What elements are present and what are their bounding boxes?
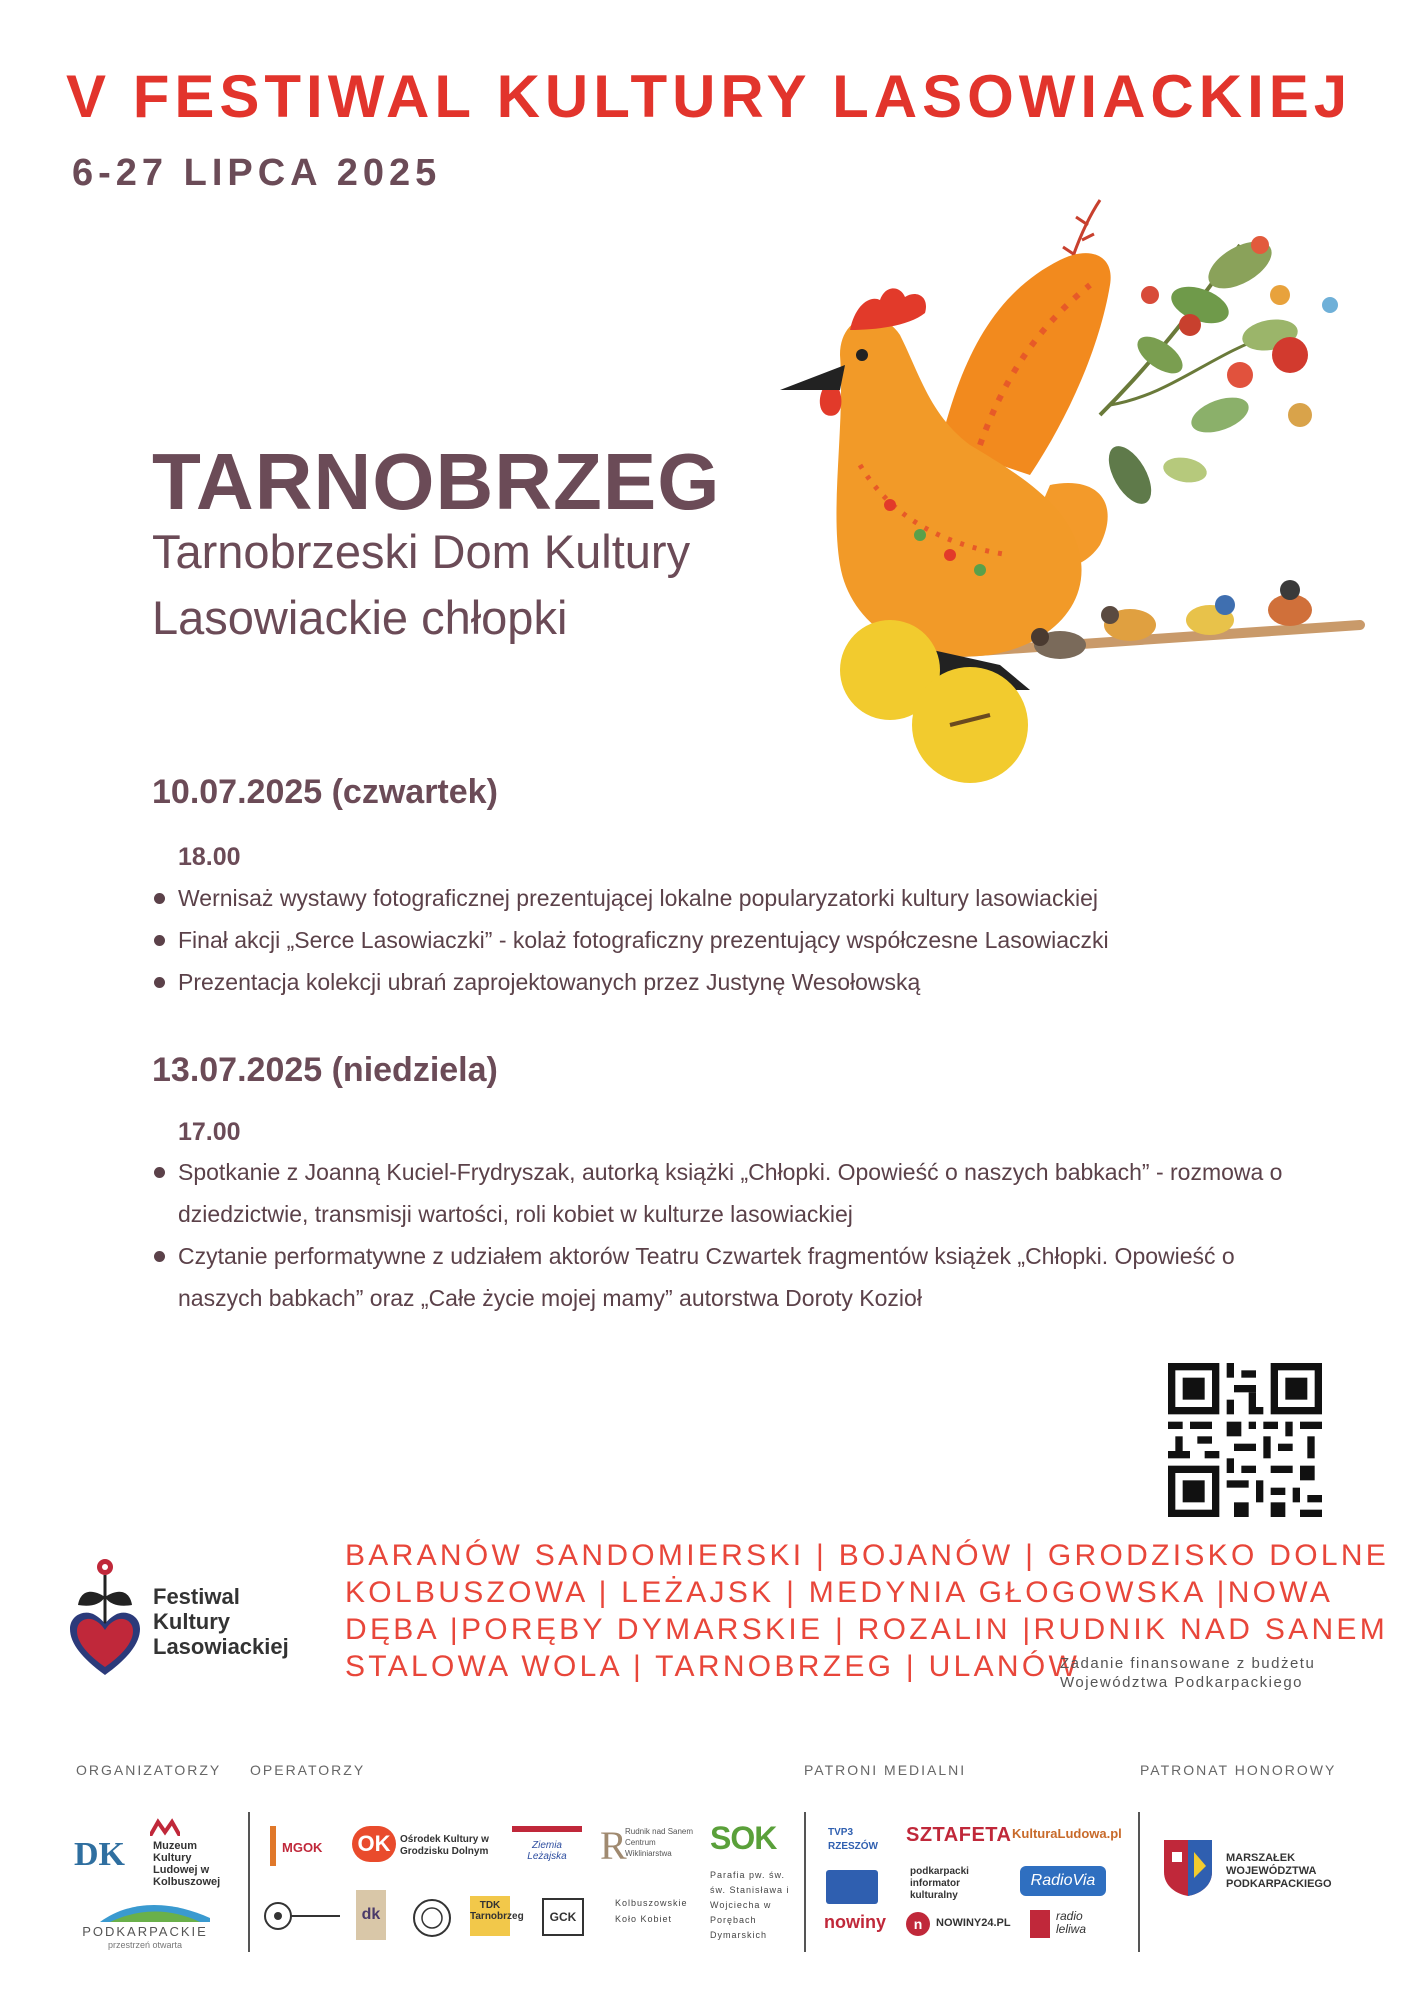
day-1-program <box>150 877 1330 1003</box>
foliage-decoration <box>1063 200 1338 511</box>
footer-divider <box>804 1812 806 1952</box>
muzeum-logo-text: Muzeum Kultury Ludowej w Kolbuszowej <box>153 1840 221 1888</box>
informator-logo: podkarpacki informator kulturalny <box>910 1866 969 1901</box>
ok-logo-text: Ośrodek Kultury w Grodzisku Dolnym <box>400 1834 489 1857</box>
towns-line: KOLBUSZOWA | LEŻAJSK | MEDYNIA GŁOGOWSKA |NOWA <box>345 1576 1334 1609</box>
towns-line: DĘBA |PORĘBY DYMARSKIE | ROZALIN |RUDNIK NAD SANEM <box>345 1613 1389 1646</box>
festival-logo-line: Kultury <box>153 1609 230 1634</box>
nowiny-logo: nowiny <box>824 1912 886 1932</box>
ok-logo-badge: OK <box>352 1826 396 1862</box>
city-name: TARNOBRZEG <box>152 437 721 526</box>
muzeum-logo-icon <box>150 1818 180 1836</box>
nowiny24-icon: n <box>906 1912 930 1936</box>
funding-line: Województwa Podkarpackiego <box>1060 1674 1304 1691</box>
rudnik-logo-letter: R <box>600 1823 627 1868</box>
kolo-kobiet-logo-text: Kolbuszowskie Koło Kobiet <box>615 1898 688 1924</box>
kultura-ludowa-logo: KulturaLudowa.pl <box>1012 1826 1122 1841</box>
ok-logo <box>352 1826 396 1862</box>
day-2-time: 17.00 <box>178 1118 241 1146</box>
radio-via-logo: RadioVia <box>1020 1866 1106 1896</box>
mdk-logo-text: DK <box>74 1836 125 1873</box>
marszalek-logo-text: MARSZAŁEK WOJEWÓDZTWA PODKARPACKIEGO <box>1226 1852 1332 1890</box>
festival-logo-line: Festiwal <box>153 1584 240 1609</box>
program-item: Wernisaż wystawy fotograficznej prezentującej lokalne popularyzatorki kultury lasowiackiej <box>150 877 1330 919</box>
rudnik-logo-text: Rudnik nad Sanem Centrum Wikliniarstwa <box>625 1827 694 1858</box>
program-item: Prezentacja kolekcji ubrań zaprojektowanych przez Justynę Wesołowską <box>150 961 1330 1003</box>
day-2-program <box>150 1151 1320 1319</box>
rooster-illustration <box>770 185 1370 800</box>
guitar-logo-icon <box>262 1898 342 1934</box>
festival-title: V FESTIWAL KULTURY LASOWIACKIEJ <box>66 63 1353 130</box>
funding-line: Zadanie finansowane z budżetu <box>1060 1655 1316 1672</box>
day-2-date: 13.07.2025 (niedziela) <box>152 1051 498 1089</box>
festival-dates: 6-27 LIPCA 2025 <box>72 152 442 194</box>
mgok-logo-text: MGOK <box>282 1840 323 1855</box>
program-item: Finał akcji „Serce Lasowiaczki” - kolaż fotograficzny prezentujący współczesne Lasowiaczki <box>150 919 1330 961</box>
program-item: Spotkanie z Joanną Kuciel-Frydryszak, autorką książki „Chłopki. Opowieść o naszych babkach” - rozmowa o dziedzictwie, transmisji wartości, roli kobiet w kulturze lasowiackiej <box>150 1151 1320 1235</box>
qr-code[interactable] <box>1168 1363 1322 1517</box>
podkarpackie-logo-text: PODKARPACKIE <box>82 1924 208 1939</box>
coat-of-arms-icon <box>1162 1838 1214 1898</box>
leliwa-icon <box>1030 1910 1050 1938</box>
funding-note <box>1060 1654 1315 1692</box>
sok-logo: SOK <box>710 1820 777 1856</box>
towns-line: STALOWA WOLA | TARNOBRZEG | ULANÓW <box>345 1650 1081 1683</box>
parafia-text: Parafia pw. św. św. Stanisława i Wojciecha w Porębach Dymarskich <box>710 1870 790 1940</box>
ziemia-logo: Ziemia Leżajska <box>512 1826 582 1872</box>
leliwa-logo: radio leliwa <box>1056 1909 1087 1936</box>
towns-line: BARANÓW SANDOMIERSKI | BOJANÓW | GRODZISKO DOLNE <box>345 1539 1390 1572</box>
festival-logo-line: Lasowiackiej <box>153 1634 289 1659</box>
mdk-logo <box>74 1836 136 1882</box>
podkarpackie-tagline: przestrzeń otwarta <box>107 1940 183 1950</box>
podkarpackie-wave-icon <box>100 1900 210 1922</box>
tvp-logo: TVP3 RZESZÓW <box>828 1827 878 1852</box>
media-patrons-label: PATRONI MEDIALNI <box>804 1762 967 1778</box>
tdk-logo: TDK Tarnobrzeg <box>470 1896 510 1936</box>
sztafeta-logo: SZTAFETA <box>906 1824 1012 1846</box>
blue-media-logo <box>826 1870 878 1904</box>
stalowa-wola-logo: dk <box>356 1890 386 1940</box>
nowiny24-logo: NOWINY24.PL <box>936 1917 1011 1929</box>
operators-label: OPERATORZY <box>250 1762 366 1778</box>
event-name: Lasowiackie chłopki <box>152 591 568 644</box>
day-1-date: 10.07.2025 (czwartek) <box>152 773 498 811</box>
footer-divider <box>1138 1812 1140 1952</box>
footer-divider <box>248 1812 250 1952</box>
round-seal-icon <box>412 1898 452 1938</box>
program-item: Czytanie performatywne z udziałem aktorów Teatru Czwartek fragmentów książek „Chłopki. Opowieść o naszych babkach” oraz „Całe życie mojej mamy” autorstwa Doroty Kozioł <box>150 1235 1320 1319</box>
day-1-time: 18.00 <box>178 843 241 871</box>
gck-logo: GCK <box>542 1898 584 1936</box>
organizers-label: ORGANIZATORZY <box>76 1762 222 1778</box>
festival-logo-text <box>153 1584 289 1659</box>
honorary-patronage-label: PATRONAT HONOROWY <box>1140 1762 1337 1778</box>
venue-name: Tarnobrzeski Dom Kultury <box>152 525 691 578</box>
mgok-logo <box>270 1826 336 1866</box>
heart-folk-icon <box>70 1557 140 1677</box>
